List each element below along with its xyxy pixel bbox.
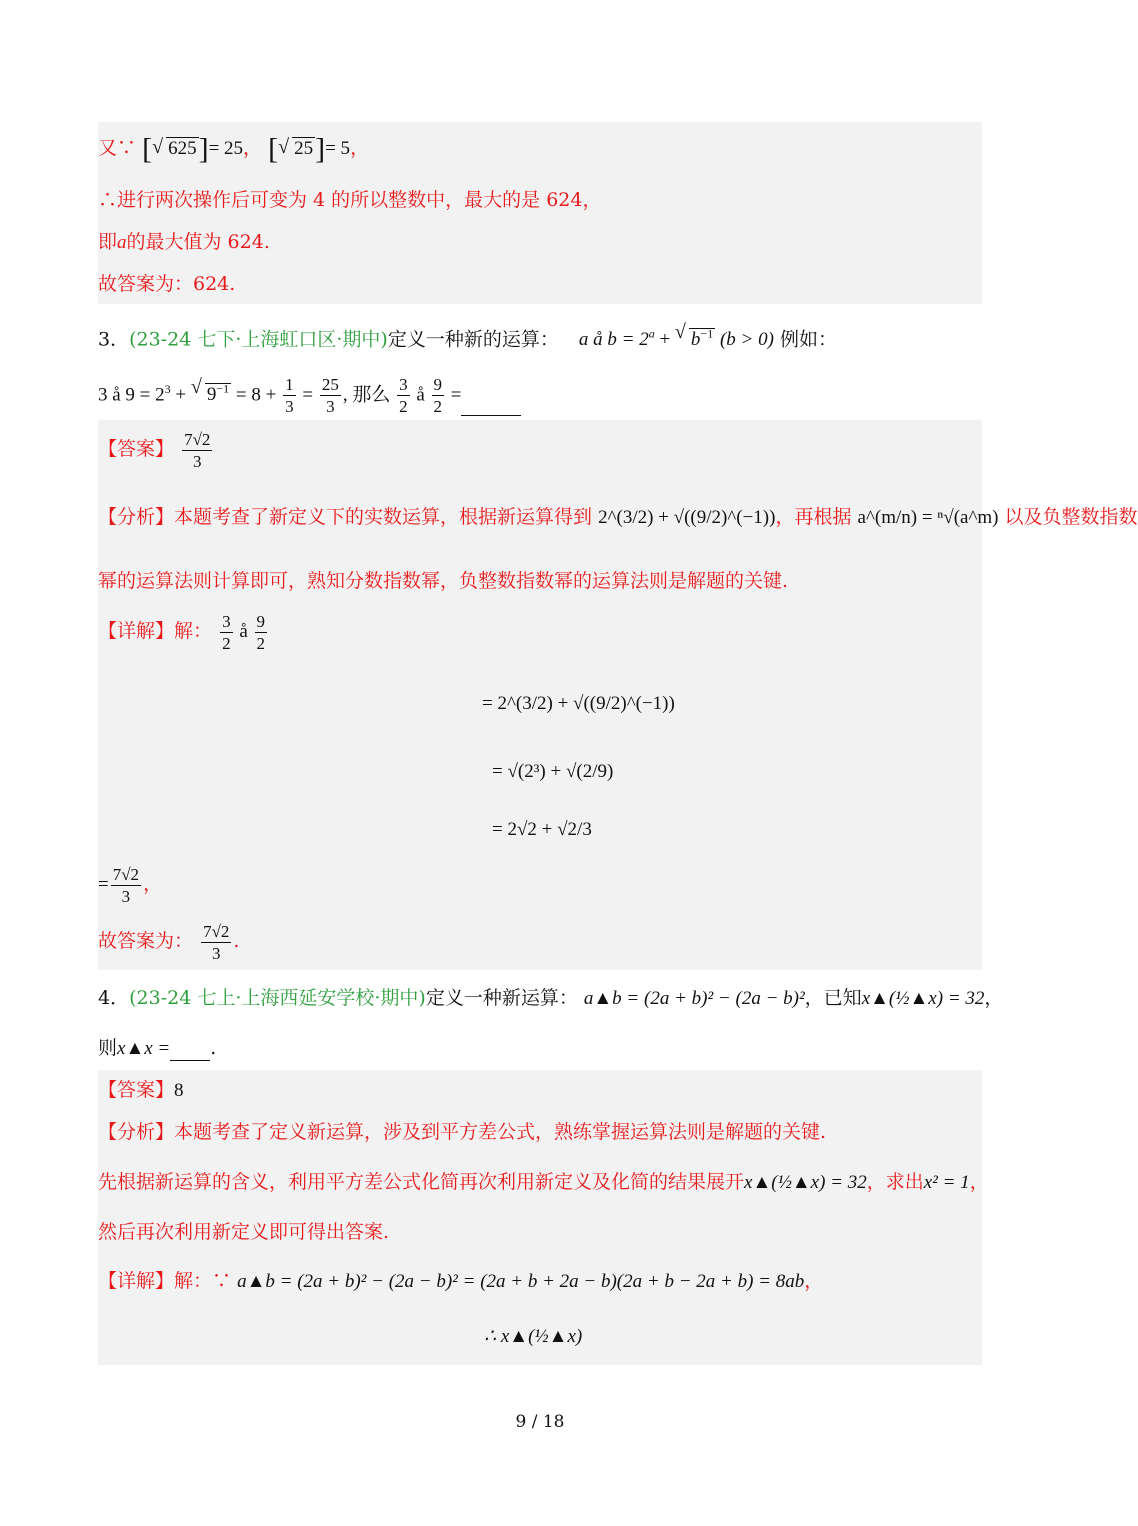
- definition-condition: (b > 0): [719, 329, 774, 351]
- example-radicand: 9: [206, 384, 217, 406]
- analysis-x2: x² = 1: [923, 1172, 970, 1193]
- eq-5: = 5: [325, 138, 351, 159]
- fraction-3-2: [220, 613, 233, 652]
- analysis-text: 先根据新运算的含义，利用平方差公式化简再次利用新定义及化简的结果展开: [98, 1171, 745, 1193]
- analysis-text: 本题考查了定义新运算，涉及到平方差公式，熟练掌握运算法则是解题的关键.: [174, 1121, 827, 1143]
- eq: = 8 +: [235, 384, 277, 406]
- fraction-25-3: [320, 376, 341, 415]
- denominator: 2: [256, 634, 266, 654]
- denominator: 2: [222, 634, 231, 654]
- question-source: (23-24 七下·上海虹口区·期中): [129, 328, 388, 351]
- given-expr: x▲(½▲x) = 32: [861, 988, 985, 1009]
- q4-analysis-line-2: [98, 1170, 989, 1195]
- numerator: 7√2: [203, 921, 230, 941]
- fraction-1-3: [283, 376, 296, 415]
- fraction-3-2: [397, 376, 410, 415]
- detail-label: 【详解】: [98, 620, 175, 642]
- denominator: 3: [285, 397, 294, 417]
- comma: ，: [984, 987, 1004, 1009]
- definition-radicand-sup: −1: [700, 327, 714, 341]
- eq: =: [98, 874, 109, 895]
- q3-stem-line-2: [98, 368, 521, 416]
- question-source: (23-24 七上·上海西延安学校·期中): [129, 987, 426, 1009]
- eq: =: [302, 384, 314, 406]
- answer-fraction: [182, 431, 212, 470]
- denominator: 3: [192, 451, 202, 471]
- comma: ，: [243, 137, 263, 159]
- q3-step-3: = 2√2 + √2/3: [492, 819, 592, 840]
- numerator: 9: [256, 612, 266, 632]
- q3-step-2: = √(2³) + √(2/9): [492, 761, 614, 782]
- top-line-3: [98, 230, 270, 255]
- answer-blank: [170, 1042, 210, 1061]
- detail-jie: 解：∵: [174, 1270, 232, 1292]
- comma: ，: [350, 137, 370, 159]
- detail-expr: a▲b = (2a + b)² − (2a − b)² = (2a + b + 2a − b)(2a + b − 2a + b) = 8ab: [237, 1271, 805, 1292]
- question-text: 则: [98, 1037, 118, 1059]
- question-text: ，已知: [804, 987, 862, 1009]
- because-text: 又∵: [98, 137, 137, 159]
- definition-radicand: b: [690, 329, 701, 351]
- numerator: 7√2: [112, 865, 140, 885]
- denominator: 2: [399, 397, 408, 417]
- final-fraction: [201, 923, 231, 962]
- period: .: [233, 930, 240, 952]
- q4-detail: [98, 1269, 823, 1294]
- text: 的最大值为 624.: [126, 231, 270, 253]
- detail-label: 【详解】: [98, 1270, 175, 1292]
- analysis-text: ，再根据: [775, 506, 852, 528]
- then-text: , 那么: [342, 384, 391, 406]
- q3-analysis-line-2: 幂的运算法则计算即可，熟知分数指数幂，负整数指数幂的运算法则是解题的关键.: [98, 570, 789, 592]
- example-expr: 3 å 9 = 2: [98, 384, 165, 406]
- comma: ，: [143, 874, 163, 895]
- q4-stem-line-1: [98, 986, 1003, 1011]
- q3-analysis-line-1: [98, 505, 1138, 530]
- example-sup: 3: [164, 382, 171, 396]
- solution-block-q4: [98, 1070, 982, 1365]
- fraction-9-2: [432, 376, 445, 415]
- numerator: 7√2: [184, 429, 211, 449]
- q4-detail-step: ∴ x▲(½▲x): [484, 1326, 583, 1347]
- numerator: 3: [222, 612, 231, 632]
- question-number: 4．: [98, 987, 130, 1009]
- q3-step-1: = 2^(3/2) + √((9/2)^(−1)): [482, 693, 675, 714]
- analysis-label: 【分析】: [98, 1121, 175, 1143]
- q3-answer: [98, 428, 214, 470]
- denominator: 3: [121, 887, 131, 907]
- plus: +: [175, 384, 187, 406]
- numerator: 1: [285, 375, 294, 395]
- period: .: [210, 1037, 217, 1059]
- fraction-9-2: [255, 613, 268, 652]
- denominator: 3: [211, 943, 221, 963]
- analysis-text: ，求出: [866, 1171, 924, 1193]
- final-label: 故答案为：: [98, 930, 194, 952]
- page-number: 9 / 18: [515, 1412, 565, 1432]
- top-line-1: 又∵ [√ 625]= 25， [√ 25]= 5，: [98, 136, 369, 162]
- example-radicand-sup: −1: [216, 382, 230, 396]
- fraction-7root2-3: [111, 866, 141, 905]
- question-text: 定义一种新的运算：: [387, 328, 559, 351]
- analysis-expr: 2^(3/2) + √((9/2)^(−1)): [598, 507, 776, 528]
- comma: ，: [804, 1270, 824, 1292]
- question-number: 3．: [98, 328, 130, 351]
- answer-blank: [461, 397, 521, 416]
- q3-step-4: [98, 864, 162, 906]
- eq-25: = 25: [208, 138, 244, 159]
- question-text: 定义一种新运算：: [425, 987, 578, 1009]
- analysis-text: 以及负整数指数: [1004, 506, 1138, 528]
- top-line-4: 故答案为：624.: [98, 273, 236, 295]
- q3-detail: [98, 610, 269, 653]
- q4-analysis-line-3: 然后再次利用新定义即可得出答案.: [98, 1221, 390, 1243]
- answer-label: 【答案】: [98, 438, 175, 460]
- detail-jie: 解：: [174, 620, 213, 642]
- analysis-text: 本题考查了新定义下的实数运算，根据新运算得到: [174, 506, 593, 528]
- plus: +: [659, 329, 671, 351]
- top-line-2: ∴进行两次操作后可变为 4 的所以整数中，最大的是 624，: [98, 189, 602, 211]
- question-expr: x▲x =: [117, 1038, 171, 1059]
- q3-final: [98, 920, 239, 962]
- numerator: 3: [399, 375, 408, 395]
- operator: å: [416, 384, 425, 406]
- q3-stem-line-1: [98, 322, 837, 352]
- numerator: 9: [433, 375, 443, 395]
- definition-sup: a: [648, 327, 655, 341]
- answer-value: 8: [174, 1080, 184, 1101]
- eq: =: [450, 384, 462, 406]
- example-label: 例如：: [779, 328, 837, 351]
- radicand-25: 25: [294, 138, 314, 159]
- text: 即: [98, 231, 118, 253]
- denominator: 3: [326, 397, 335, 417]
- var-a: a: [117, 232, 127, 253]
- denominator: 2: [433, 397, 443, 417]
- definition-expr: a▲b = (2a + b)² − (2a − b)²: [583, 988, 805, 1009]
- analysis-rule: a^(m/n) = ⁿ√(a^m): [857, 507, 999, 528]
- q4-analysis-line-1: [98, 1120, 826, 1144]
- comma: ，: [969, 1171, 989, 1193]
- radicand-625: 625: [168, 138, 197, 159]
- operator: å: [239, 621, 248, 642]
- answer-label: 【答案】: [98, 1079, 175, 1101]
- q4-stem-line-2: [98, 1036, 216, 1061]
- analysis-label: 【分析】: [98, 506, 175, 528]
- definition-expr: a å b = 2: [578, 329, 649, 351]
- analysis-expr: x▲(½▲x) = 32: [744, 1172, 867, 1193]
- numerator: 25: [321, 375, 339, 395]
- q4-answer: [98, 1078, 184, 1103]
